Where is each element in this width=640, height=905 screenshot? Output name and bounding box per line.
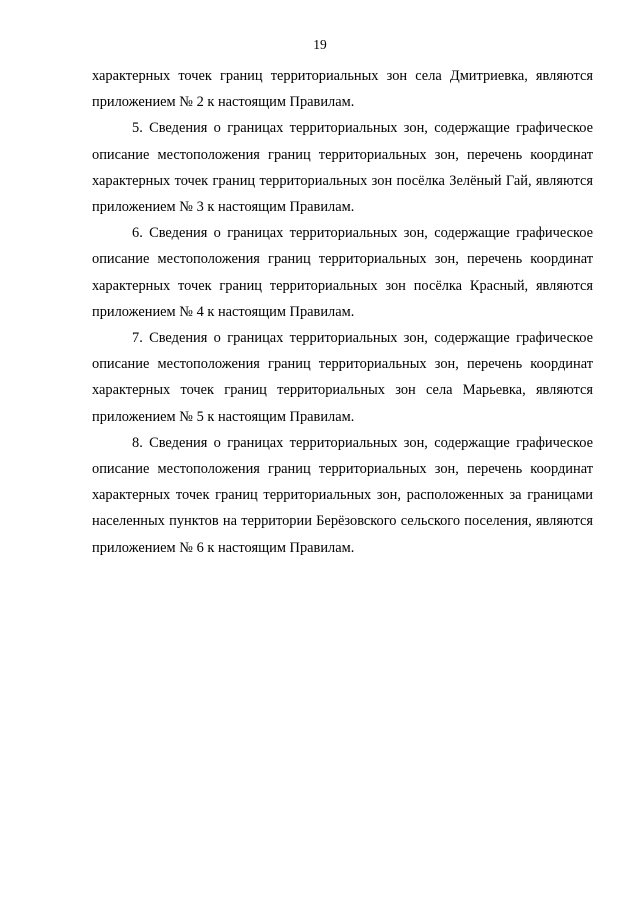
paragraph-item-7: 7. Сведения о границах территориальных зон, содержащие графическое описание местоположения границ территориальных зон, перечень координат характерных точек границ территориальных зон села Марьевка, являются приложением № 5 к настоящим Правилам. (92, 330, 593, 425)
paragraph-item-8: 8. Сведения о границах территориальных зон, содержащие графическое описание местоположения границ территориальных зон, перечень координат характерных точек границ территориальных зон, расположенных за границами населенных пунктов на территории Берёзовского сельского поселения, являются приложением № 6 к настоящим Правилам. (92, 434, 593, 556)
paragraph-continuation: характерных точек границ территориальных зон села Дмитриевка, являются приложением № 2 к настоящим Правилам. (92, 68, 593, 111)
page-number: 19 (313, 37, 327, 52)
paragraph-item-6: 6. Сведения о границах территориальных зон, содержащие графическое описание местоположения границ территориальных зон, перечень координат характерных точек границ территориальных зон посёлка Красный, являются приложением № 4 к настоящим Правилам. (92, 225, 593, 320)
document-body (92, 63, 593, 561)
paragraph-item-5: 5. Сведения о границах территориальных зон, содержащие графическое описание местоположения границ территориальных зон, перечень координат характерных точек границ территориальных зон посёлка Зелёный Гай, являются приложением № 3 к настоящим Правилам. (92, 120, 593, 216)
